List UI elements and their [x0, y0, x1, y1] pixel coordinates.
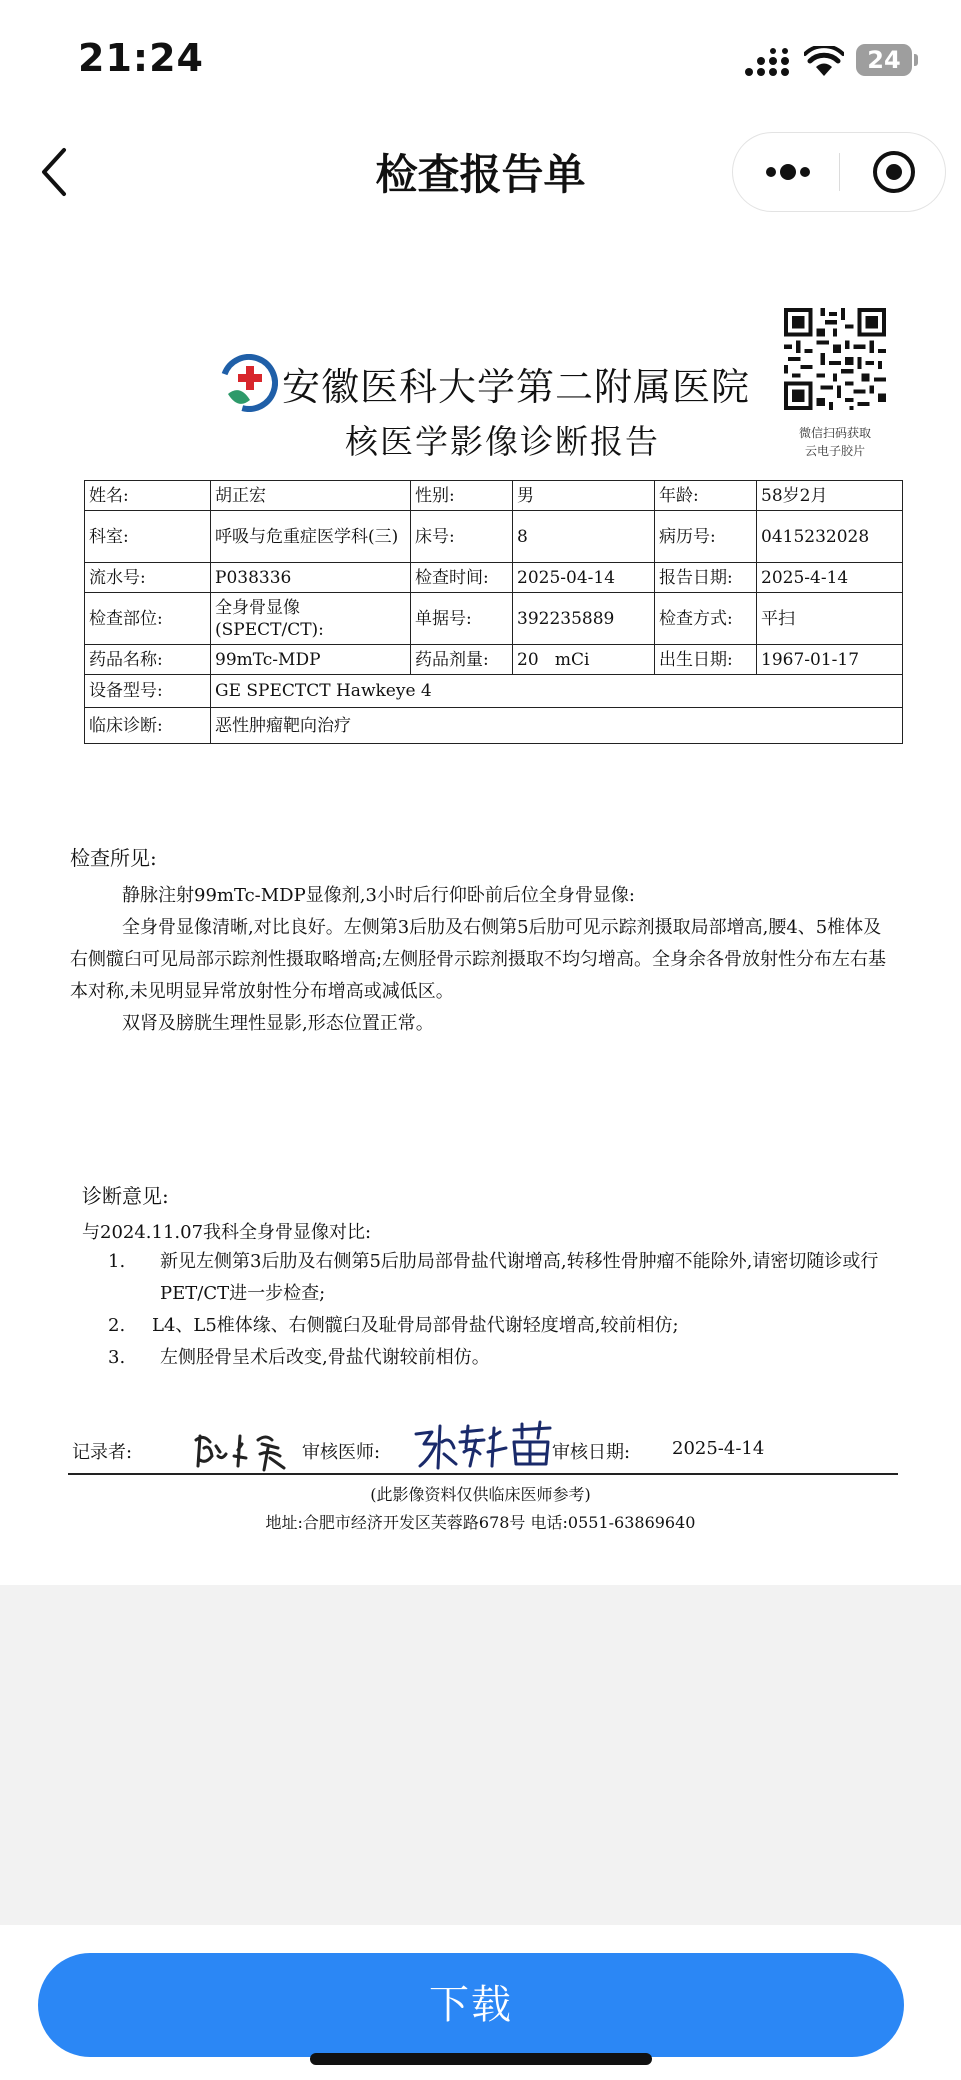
review-date: 2025-4-14: [672, 1438, 765, 1459]
patient-info-table: [84, 480, 903, 744]
hospital-name: 安徽医科大学第二附属医院: [282, 365, 751, 409]
record-number: 0415232028: [757, 511, 903, 563]
battery-indicator: 24: [856, 44, 912, 76]
diagnosis-item-number: 3.: [108, 1347, 126, 1368]
clinical-diagnosis: 恶性肿瘤靶向治疗: [211, 708, 903, 744]
diagnosis-heading: 诊断意见:: [82, 1184, 169, 1208]
dept-label: 科室:: [85, 511, 211, 563]
wifi-icon: [804, 46, 844, 78]
empty-background: [0, 1585, 961, 1925]
diagnosis-item: [108, 1310, 898, 1342]
diagnosis-item-number: 2.: [108, 1315, 126, 1336]
table-row: [85, 481, 903, 511]
findings-heading: 检查所见:: [70, 846, 157, 870]
patient-name: 胡正宏: [211, 481, 411, 511]
serial-number: P038336: [211, 563, 411, 593]
findings-paragraph: 全身骨显像清晰,对比良好。左侧第3后肋及右侧第5后肋可见示踪剂摄取局部增高,腰4、5椎体及右侧髋臼可见局部示踪剂性摄取略增高;左侧胫骨示踪剂摄取不均匀增高。全身余各骨放射性分布左右基本对称,未见明显异常放射性分布增高或减低区。: [70, 917, 887, 1002]
dose-label: 药品剂量:: [411, 645, 513, 675]
diagnosis-item: [108, 1342, 898, 1374]
table-row: [85, 645, 903, 675]
record-label: 病历号:: [655, 511, 757, 563]
bed-number: 8: [513, 511, 655, 563]
table-row: [85, 593, 903, 645]
drug-dose: 20 mCi: [513, 645, 655, 675]
birth-label: 出生日期:: [655, 645, 757, 675]
diagnosis-item-text: L4、L5椎体缘、右侧髋臼及耻骨局部骨盐代谢轻度增高,较前相仿;: [152, 1315, 679, 1336]
findings-paragraph: 静脉注射99mTc-MDP显像剂,3小时后行仰卧前后位全身骨显像:: [122, 885, 635, 906]
drug-label: 药品名称:: [85, 645, 211, 675]
cellular-signal-icon: [744, 48, 792, 78]
exam-method-label: 检查方式:: [655, 593, 757, 645]
table-row: [85, 511, 903, 563]
page-title: 检查报告单: [375, 150, 586, 199]
recorder-signature: [188, 1426, 300, 1472]
download-button[interactable]: 下载: [38, 1953, 904, 2057]
review-date-label: 审核日期:: [552, 1442, 631, 1463]
age-label: 年龄:: [655, 481, 757, 511]
reviewer-label: 审核医师:: [302, 1442, 381, 1463]
findings-paragraph: 双肾及膀胱生理性显影,形态位置正常。: [122, 1013, 434, 1034]
report-date: 2025-4-14: [757, 563, 903, 593]
qr-caption: [770, 424, 900, 460]
diagnosis-item-number: 1.: [108, 1251, 126, 1272]
diagnosis-item-text: 左侧胫骨呈术后改变,骨盐代谢较前相仿。: [160, 1347, 490, 1368]
table-row: [85, 563, 903, 593]
signature-divider: [68, 1473, 898, 1475]
signature-row: [70, 1430, 900, 1470]
patient-gender: 男: [513, 481, 655, 511]
order-number: 392235889: [513, 593, 655, 645]
report-document: [0, 230, 961, 1585]
bottom-action-bar: [0, 1925, 961, 2080]
device-model: GE SPECTCT Hawkeye 4: [211, 675, 903, 708]
birth-date: 1967-01-17: [757, 645, 903, 675]
qr-code-icon[interactable]: [784, 308, 886, 410]
qr-caption-line: 微信扫码获取: [798, 426, 871, 440]
patient-age: 58岁2月: [757, 481, 903, 511]
status-time: 21:24: [78, 36, 204, 80]
exam-part-label: 检查部位:: [85, 593, 211, 645]
home-indicator: [310, 2053, 652, 2065]
qr-caption-line: 云电子胶片: [804, 444, 865, 458]
mini-program-capsule: [732, 132, 946, 212]
exam-method: 平扫: [757, 593, 903, 645]
table-row: [85, 708, 903, 744]
diagnosis-item-text: 新见左侧第3后肋及右侧第5后肋局部骨盐代谢增高,转移性骨肿瘤不能除外,请密切随诊或行PET/CT进一步检查;: [160, 1251, 879, 1304]
reviewer-signature: [410, 1418, 560, 1472]
more-options-icon[interactable]: [763, 159, 813, 185]
recorder-label: 记录者:: [72, 1442, 133, 1463]
drug-name: 99mTc-MDP: [211, 645, 411, 675]
exam-time-label: 检查时间:: [411, 563, 513, 593]
nav-bar: [0, 110, 961, 230]
department: 呼吸与危重症医学科(三): [211, 511, 411, 563]
capsule-divider: [839, 153, 840, 191]
device-label: 设备型号:: [85, 675, 211, 708]
hospital-logo-icon: [220, 354, 278, 412]
gender-label: 性别:: [411, 481, 513, 511]
bed-label: 床号:: [411, 511, 513, 563]
close-mini-program-icon[interactable]: [871, 149, 917, 195]
order-label: 单据号:: [411, 593, 513, 645]
report-title: 核医学影像诊断报告: [345, 422, 660, 461]
name-label: 姓名:: [85, 481, 211, 511]
battery-tip: [914, 54, 918, 66]
report-date-label: 报告日期:: [655, 563, 757, 593]
status-bar: [0, 0, 961, 110]
table-row: [85, 675, 903, 708]
diagnosis-label: 临床诊断:: [85, 708, 211, 744]
diagnosis-item: [108, 1246, 898, 1310]
exam-time: 2025-04-14: [513, 563, 655, 593]
disclaimer: (此影像资料仅供临床医师参考): [370, 1485, 591, 1504]
hospital-address: 地址:合肥市经济开发区芙蓉路678号 电话:0551-63869640: [265, 1513, 696, 1532]
diagnosis-intro: 与2024.11.07我科全身骨显像对比:: [82, 1222, 372, 1243]
serial-label: 流水号:: [85, 563, 211, 593]
exam-part: 全身骨显像(SPECT/CT):: [211, 593, 411, 645]
